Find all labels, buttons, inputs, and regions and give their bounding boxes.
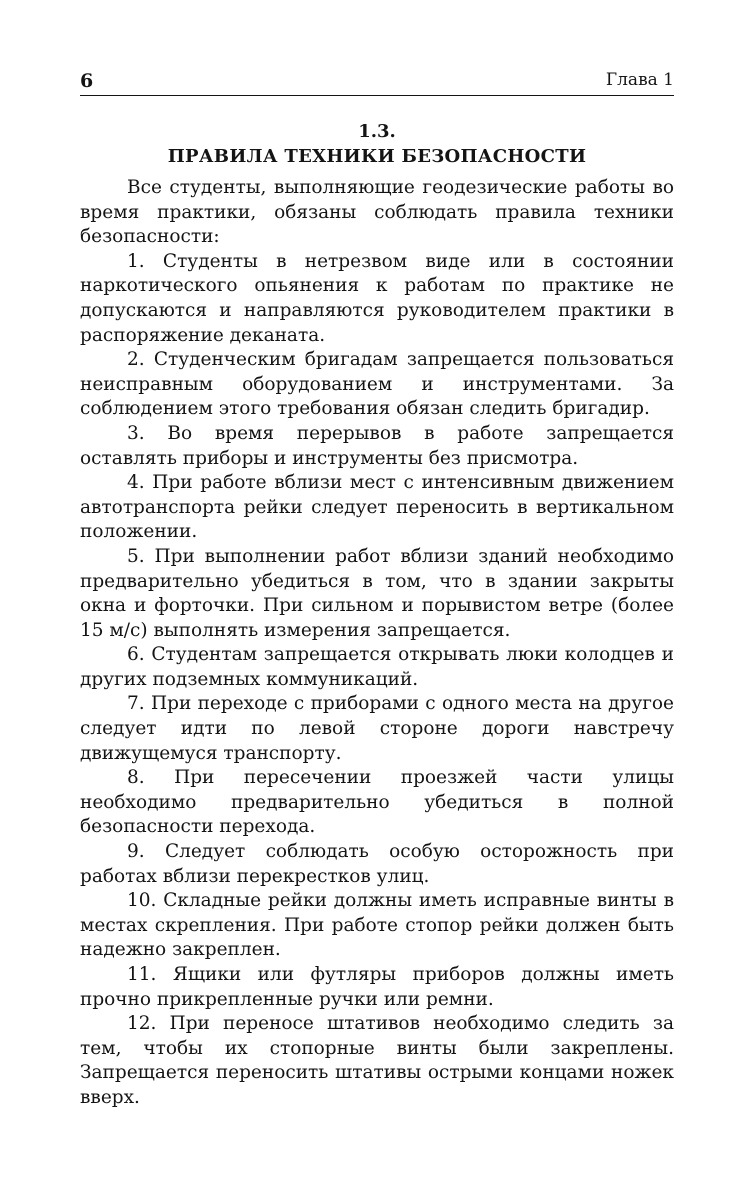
rule-paragraph: 4. При работе вблизи мест с интенсивным движением автотранспорта рейки следует переносить в вертикальном положении.: [80, 472, 674, 543]
section-heading: [80, 120, 674, 170]
rule-paragraph: 3. Во время перерывов в работе запрещается оставлять приборы и инструменты без присмотра.: [80, 422, 674, 469]
rule-paragraph: 8. При пересечении проезжей части улицы необходимо предварительно убедиться в полной безопасности перехода.: [80, 767, 674, 838]
running-head: [80, 70, 674, 92]
rule-paragraph: 1. Студенты в нетрезвом виде или в состоянии наркотического опьянения к работам по практике не допускаются и направляются руководителем практики в распоряжение деканата.: [80, 250, 674, 346]
rule-paragraph: 11. Ящики или футляры приборов должны иметь прочно прикрепленные ручки или ремни.: [80, 964, 674, 1010]
rule-paragraph: 9. Следует соблюдать особую осторожность при работах вблизи перекрестков улиц.: [80, 841, 674, 887]
intro-paragraph: Все студенты, выполняющие геодезические работы во время практики, обязаны соблюдать правила техники безопасности:: [80, 177, 674, 248]
section-number: 1.3.: [358, 121, 396, 142]
body-text: [80, 176, 674, 1111]
rule-paragraph: 12. При переносе штативов необходимо следить за тем, чтобы их стопорные винты были закреплены. Запрещается переносить штативы острыми концами ножек вверх.: [80, 1013, 674, 1108]
rule-paragraph: 6. Студентам запрещается открывать люки колодцев и других подземных коммуникаций.: [80, 644, 674, 690]
header-rule: [80, 95, 674, 96]
chapter-label: Глава 1: [605, 70, 674, 90]
rule-paragraph: 2. Студенческим бригадам запрещается пользоваться неисправным оборудованием и инструментами. За соблюдением этого требования обязан следить бригадир.: [80, 349, 674, 420]
rule-paragraph: 5. При выполнении работ вблизи зданий необходимо предварительно убедиться в том, что в здании закрыты окна и форточки. При сильном и порывистом ветре (более 15 м/с) выполнять измерения запрещается.: [80, 545, 674, 641]
rule-paragraph: 7. При переходе с приборами с одного места на другое следует идти по левой стороне дороги навстречу движущемуся транспорту.: [80, 693, 674, 764]
page-number: 6: [80, 70, 94, 92]
rule-paragraph: 10. Складные рейки должны иметь исправные винты в местах скрепления. При работе стопор рейки должен быть надежно закреплен.: [80, 890, 674, 961]
section-title: ПРАВИЛА ТЕХНИКИ БЕЗОПАСНОСТИ: [167, 146, 587, 167]
